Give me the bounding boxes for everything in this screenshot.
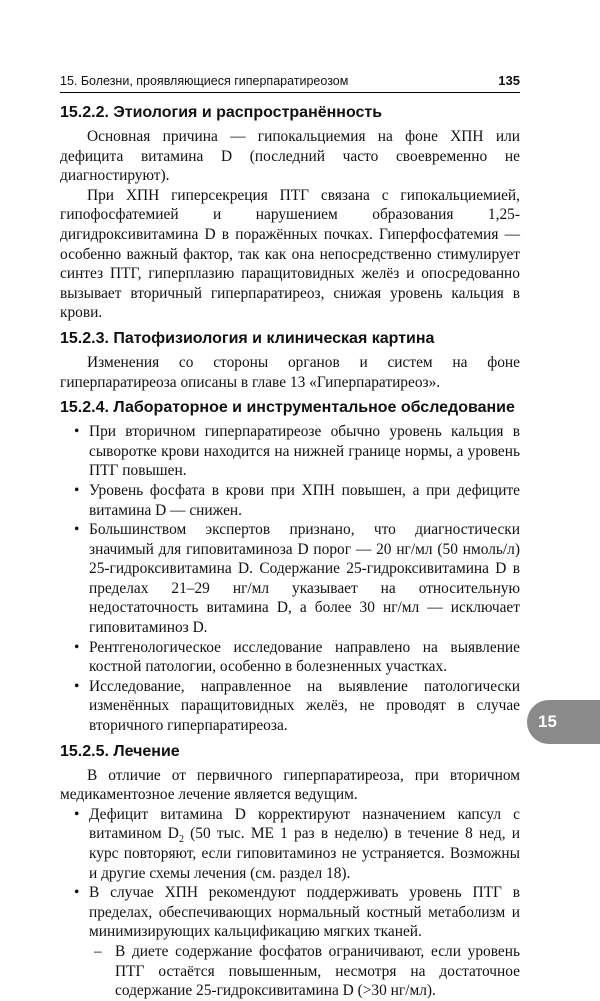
running-header: [60, 73, 520, 88]
header-rule: [60, 92, 520, 93]
section-heading-diagnostics: 15.2.4. Лабораторное и инструментальное обследование: [60, 399, 515, 417]
section-heading-etiology: 15.2.2. Этиология и распространённость: [60, 104, 383, 121]
bullet-icon: •: [74, 481, 80, 499]
subscript: 2: [178, 834, 184, 846]
bullet-icon: •: [74, 677, 80, 695]
bullet-icon: •: [74, 423, 80, 441]
list-item: [60, 638, 520, 677]
diagnostics-list: [60, 422, 520, 736]
section-heading-treatment: 15.2.5. Лечение: [60, 742, 180, 760]
list-item: [60, 805, 520, 883]
bullet-icon: •: [74, 805, 80, 823]
paragraph: В отличие от первичного гиперпаратиреоза, при вторичном медикаментозное лечение является ведущим.: [60, 766, 520, 804]
chapter-title: 15. Болезни, проявляющиеся гиперпаратиреозом: [60, 74, 349, 88]
section-heading-pathophysiology: 15.2.3. Патофизиология и клиническая картина: [60, 329, 435, 347]
paragraph: Изменения со стороны органов и систем на фоне гиперпаратиреоза описаны в главе 13 «Гиперпаратиреоз».: [60, 353, 520, 391]
dash-icon: –: [94, 942, 102, 960]
sub-list-item: [60, 942, 520, 1001]
list-item-text: В случае ХПН рекомендуют поддерживать уровень ПТГ в пределах, обеспечивающих нормальный костный метаболизм и минимизирующих кальцификацию мягких тканей.: [89, 884, 520, 941]
list-item-text: Рентгенологическое исследование направлено на выявление костной патологии, особенно в болезненных участках.: [89, 638, 520, 676]
bullet-icon: •: [74, 884, 80, 902]
list-item: [60, 520, 520, 638]
list-item-text: (50 тыс. МЕ 1 раз в неделю) в течение 8 нед, и курс повторяют, если гиповитаминоз не устраняется. Возможны и другие схемы лечения (см. раздел 18).: [89, 825, 520, 882]
bullet-icon: •: [74, 638, 80, 656]
list-item-text: Дефицит витамина D корректируют назначением капсул с витамином D: [89, 805, 520, 843]
list-item-text: Исследование, направленное на выявление патологически изменённых паращитовидных желёз, не проводят в случае вторичного гиперпаратиреоза.: [89, 677, 520, 735]
list-item-text: При вторичном гиперпаратиреозе обычно уровень кальция в сыворотке крови находится на нижней границе нормы, а уровень ПТГ повышен.: [89, 423, 520, 480]
list-item: [60, 677, 520, 736]
list-item-text: Большинством экспертов признано, что диагностически значимый для гиповитаминоза D порог — 20 нг/мл (50 нмоль/л) 25-гидроксивитамина D. Содержание 25-гидроксивитамина D в пределах 21–29 нг/мл указывает на относительную недостаточность витамина D, а более 30 нг/мл — исключает гиповитаминоз D.: [89, 521, 520, 637]
page-number: 135: [498, 73, 520, 88]
paragraph: Основная причина — гипокальциемия на фоне ХПН или дефицита витамина D (последний часто своевременно не диагностируют).: [60, 128, 520, 185]
bullet-icon: •: [74, 521, 80, 539]
list-item-text: Уровень фосфата в крови при ХПН повышен, а при дефиците витамина D — снижен.: [89, 481, 520, 519]
list-item: [60, 422, 520, 481]
list-item: [60, 481, 520, 520]
chapter-thumb-tab: 15: [527, 700, 600, 744]
list-item: [60, 883, 520, 942]
treatment-list: [60, 805, 520, 1001]
page-body: [60, 103, 520, 1001]
paragraph: При ХПН гиперсекреция ПТГ связана с гипокальциемией, гипофосфатемией и нарушением образования 1,25-дигидроксивитамина D в поражённых почках. Гиперфосфатемия — особенно важный фактор, так как она непосредственно стимулирует синтез ПТГ, гиперплазию паращитовидных желёз и опосредованно вызывает вторичный гиперпаратиреоз, снижая уровень кальция в крови.: [60, 186, 520, 322]
list-item-text: В диете содержание фосфатов ограничивают, если уровень ПТГ остаётся повышенным, несмотря на достаточное содержание 25-гидроксивитамина D (>30 нг/мл).: [115, 942, 520, 1000]
